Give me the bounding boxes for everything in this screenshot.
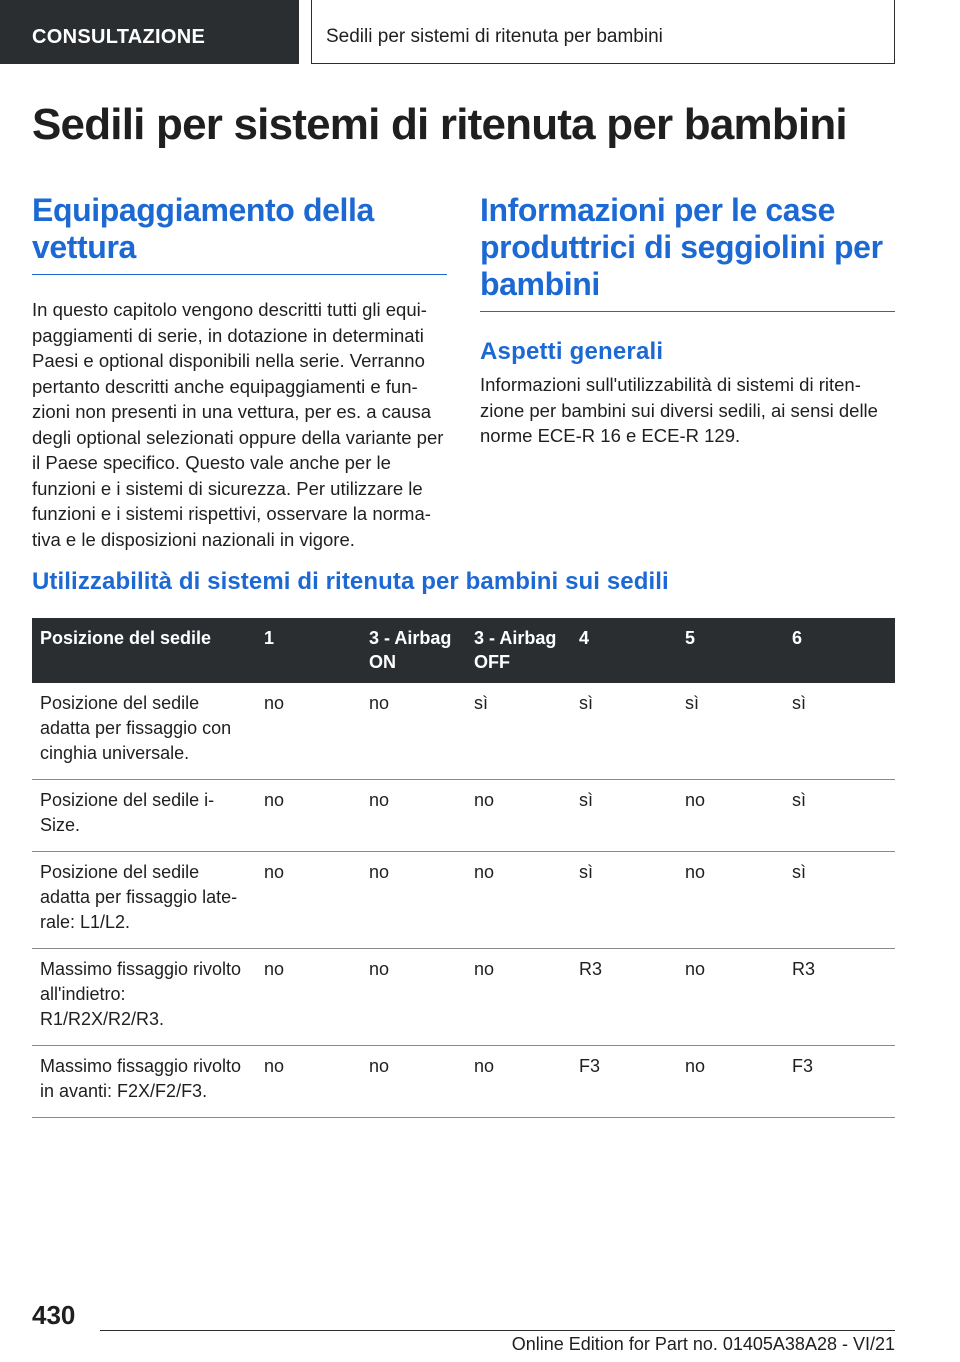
table-cell: no [256,1046,361,1118]
table-cell: no [256,852,361,949]
page-number: 430 [32,1300,76,1330]
header-cell-seat-3-airbag-off: 3 - Airbag OFF [466,618,571,683]
table-cell: no [677,852,784,949]
table-cell: Posizione del sedile i-Size. [32,780,256,852]
table-cell: no [466,780,571,852]
table-row [32,683,895,780]
table-cell: Massimo fissaggio rivolto in avanti: F2X/F2/F3. [32,1046,256,1118]
table-cell: R3 [571,949,677,1046]
table-cell: R3 [784,949,895,1046]
table-cell: no [466,1046,571,1118]
table-cell: Posizione del sedile adatta per fissaggio con cinghia universale. [32,683,256,780]
table-row [32,949,895,1046]
right-body-text: Informazioni sull'utilizzabilità di sistemi di ritenzione per bambini sui diversi sedili, ai sensi delle norme ECE-R 16 e ECE-R 129. [480,374,878,446]
table-cell: sì [784,852,895,949]
table-row [32,780,895,852]
table-cell: sì [784,780,895,852]
table-cell: no [677,1046,784,1118]
table-cell: Posizione del sedile adatta per fissaggio laterale: L1/L2. [32,852,256,949]
header-cell-seat-5: 5 [677,618,784,683]
table-cell: no [361,1046,466,1118]
left-column [32,192,447,552]
left-heading: Equipaggiamento della vettura [32,192,447,275]
header-cell-seat-6: 6 [784,618,895,683]
right-heading: Informazioni per le case produttrici di seggiolini per bambini [480,192,895,312]
page-title: Sedili per sistemi di ritenuta per bambini [32,100,847,149]
header-cell-seat-1: 1 [256,618,361,683]
table-row [32,852,895,949]
edition-footer: Online Edition for Part no. 01405A38A28 - VI/21 [511,1334,895,1354]
table-cell: no [466,949,571,1046]
table-cell: sì [571,780,677,852]
left-body-text: In questo capitolo vengono descritti tutti gli equipaggiamenti di serie, in dotazione in determinati Paesi e optional disponibili nella serie. Verranno pertanto descritti anche equipaggiamenti e funzioni non presenti in una vettura, per es. a causa degli optional selezionati oppure della variante per il Paese specifico. Questo vale anche per le funzioni e i sistemi di sicurezza. Per utilizzare le funzioni e i sistemi rispettivi, osservare la normativa e le disposizioni nazionali in vigore. [32,299,444,550]
table-body [32,683,895,1118]
section-tab: CONSULTAZIONE [0,0,299,64]
table-cell: no [361,949,466,1046]
chapter-title: Sedili per sistemi di ritenuta per bambini [311,0,895,64]
table-cell: no [256,949,361,1046]
table-cell: no [361,852,466,949]
table-cell: no [677,949,784,1046]
table-cell: no [466,852,571,949]
page-header [0,0,960,66]
table-header [32,618,895,683]
table-cell: no [256,683,361,780]
header-cell-seat-3-airbag-on: 3 - Airbag ON [361,618,466,683]
seat-usability-table [32,618,895,1118]
right-column [480,192,895,449]
table-cell: no [256,780,361,852]
table-header-row [32,618,895,683]
table-cell: Massimo fissaggio rivolto all'indietro: R1/R2X/R2/R3. [32,949,256,1046]
table-cell: sì [571,852,677,949]
table-row [32,1046,895,1118]
header-cell-seat-4: 4 [571,618,677,683]
table-cell: sì [677,683,784,780]
table-cell: sì [466,683,571,780]
right-subheading: Aspetti generali [480,338,664,365]
table-cell: F3 [784,1046,895,1118]
table-cell: sì [784,683,895,780]
table-cell: no [361,683,466,780]
table-cell: no [677,780,784,852]
table-title: Utilizzabilità di sistemi di ritenuta per bambini sui sedili [32,568,669,595]
footer-divider [100,1330,895,1331]
table-cell: sì [571,683,677,780]
table-cell: F3 [571,1046,677,1118]
table-cell: no [361,780,466,852]
header-cell-seat-position: Posizione del sedile [32,618,256,683]
